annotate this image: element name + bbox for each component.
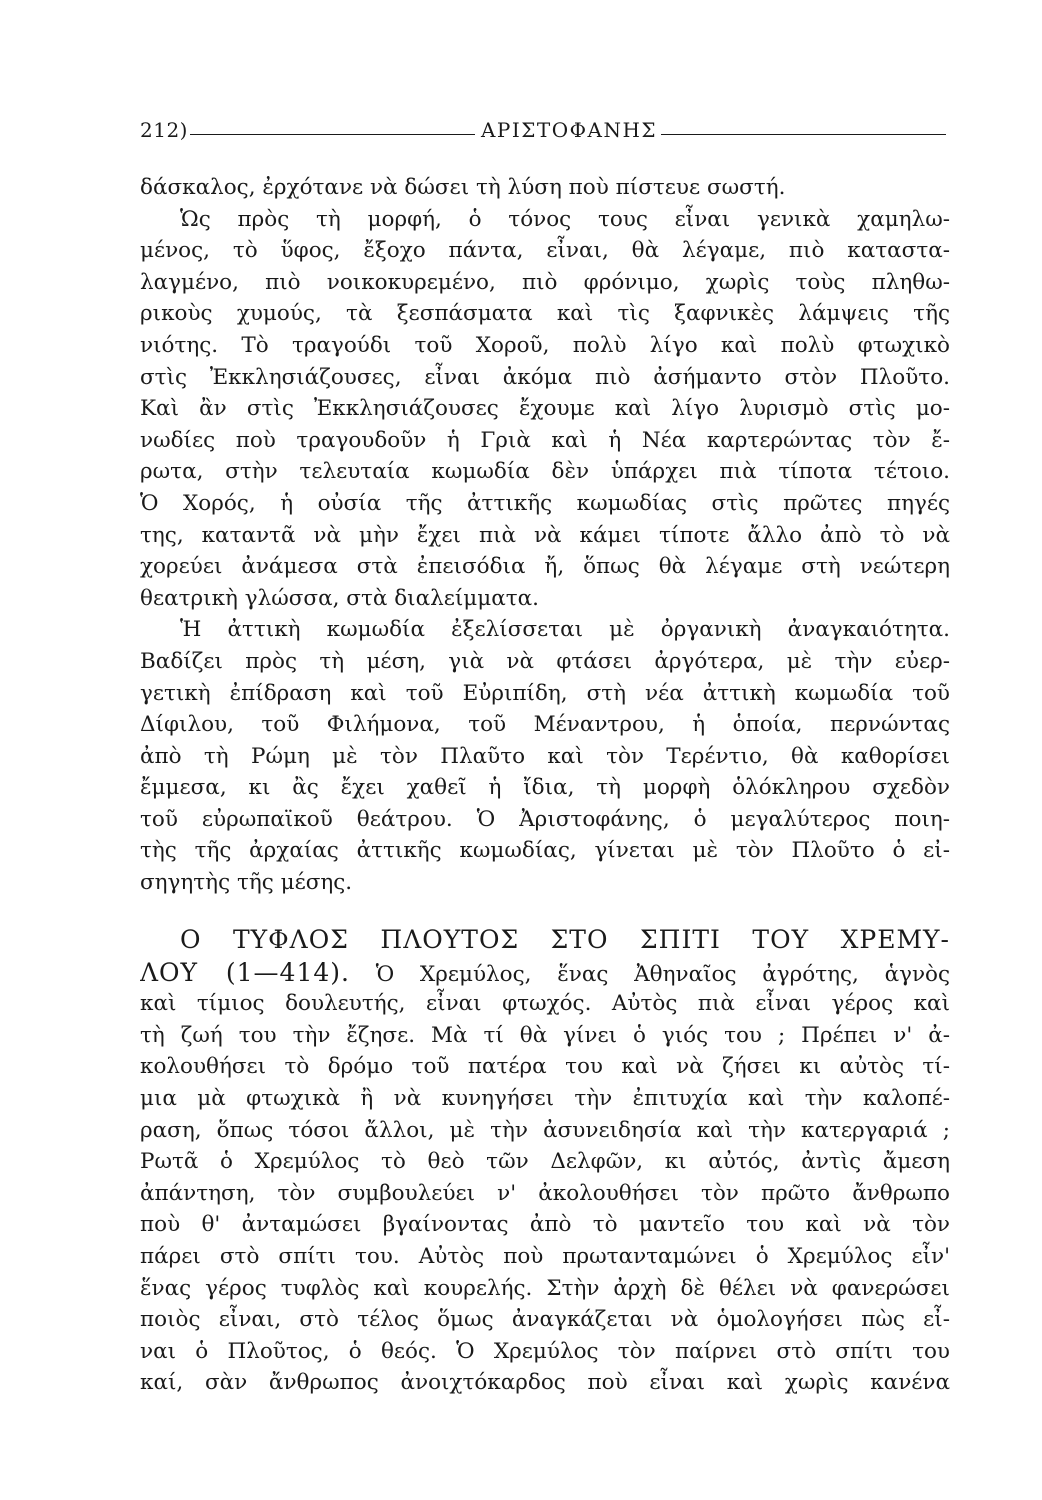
text-line: χορεύει ἀνάμεσα στὰ ἐπεισόδια ἤ, ὅπως θὰ λέγαμε στὴ νεώτερη xyxy=(140,554,950,580)
text-line: ποιὸς εἶναι, στὸ τέλος ὅμως ἀναγκάζεται νὰ ὁμολογήσει πὼς εἶ- xyxy=(140,1307,950,1333)
text-line: πάρει στὸ σπίτι του. Αὐτὸς ποὺ πρωτανταμώνει ὁ Χρεμύλος εἶν' xyxy=(140,1244,950,1269)
text-line: ἔμμεσα, κι ἂς ἔχει χαθεῖ ἡ ἴδια, τὴ μορφὴ ὁλόκληρου σχεδὸν xyxy=(140,775,950,801)
paragraph-form-and-chorus xyxy=(140,204,950,615)
text-line: Ὡς πρὸς τὴ μορφή, ὁ τόνος τους εἶναι γενικὰ χαμηλω- xyxy=(180,206,950,232)
text-line: ἀπὸ τὴ Ρώμη μὲ τὸν Πλαῦτο καὶ τὸν Τερέντιο, θὰ καθορίσει xyxy=(140,743,950,769)
header-rule-left xyxy=(190,134,475,135)
section-blind-ploutos xyxy=(140,923,950,1399)
text-line: Δίφιλου, τοῦ Φιλήμονα, τοῦ Μέναντρου, ἡ ὁποία, περνώντας xyxy=(140,712,950,738)
running-head xyxy=(140,112,946,142)
text-line: καὶ τίμιος δουλευτής, εἶναι φτωχός. Αὐτὸς πιὰ εἶναι γέρος καὶ xyxy=(140,991,950,1017)
paragraph-evolution xyxy=(140,614,950,898)
text-line: Ρωτᾶ ὁ Χρεμύλος τὸ θεὸ τῶν Δελφῶν, κι αὐτός, ἀντὶς ἄμεση xyxy=(140,1149,950,1175)
text-line: ἀπάντηση, τὸν συμβουλεύει ν' ἀκολουθήσει τὸν πρῶτο ἄνθρωπο xyxy=(140,1180,950,1206)
text-line: σηγητὴς τῆς μέσης. xyxy=(140,870,353,896)
text-line: καί, σὰν ἄνθρωπος ἀνοιχτόκαρδος ποὺ εἶναι καὶ χωρὶς κανένα xyxy=(140,1370,950,1396)
section-heading: Ο ΤΥΦΛΟΣ ΠΛΟΥΤΟΣ ΣΤΟ ΣΠΙΤΙ ΤΟΥ ΧΡΕΜΥ- xyxy=(180,924,950,954)
section-gap xyxy=(140,899,950,923)
text-line: Ὁ Χορός, ἡ οὐσία τῆς ἀττικῆς κωμωδίας στὶς πρῶτες πηγές xyxy=(140,490,950,516)
section-heading-tail: ΛΟΥ (1—414). xyxy=(140,957,350,987)
text-line: κολουθήσει τὸ δρόμο τοῦ πατέρα του καὶ νὰ ζήσει κι αὐτὸς τί- xyxy=(140,1054,950,1080)
text-line: ρωτα, στὴν τελευταία κωμωδία δὲν ὑπάρχει πιὰ τίποτα τέτοιο. xyxy=(140,459,950,485)
text-line: λαγμένο, πιὸ νοικοκυρεμένο, πιὸ φρόνιμο, χωρὶς τοὺς πληθω- xyxy=(140,269,950,295)
text-line: ἕνας γέρος τυφλὸς καὶ κουρελής. Στὴν ἀρχὴ δὲ θέλει νὰ φανερώσει xyxy=(140,1275,950,1301)
paragraph-continuation xyxy=(140,172,950,204)
text-line: ποὺ θ' ἀνταμώσει βγαίνοντας ἀπὸ τὸ μαντεῖο του καὶ νὰ τὸν xyxy=(140,1212,950,1238)
section-heading-continuation xyxy=(140,957,950,989)
page-number: 212) xyxy=(140,118,188,142)
text-line: δάσκαλος, ἐρχότανε νὰ δώσει τὴ λύση ποὺ πίστευε σωστή. xyxy=(140,175,786,200)
text-line: μένος, τὸ ὕφος, ἔξοχο πάντα, εἶναι, θὰ λέγαμε, πιὸ καταστα- xyxy=(140,238,950,264)
text-line: Καὶ ἂν στὶς Ἐκκλησιάζουσες ἔχουμε καὶ λίγο λυρισμὸ στὶς μο- xyxy=(140,396,950,422)
text-line: τὴ ζωή του τὴν ἔζησε. Μὰ τί θὰ γίνει ὁ γιός του ; Πρέπει ν' ἀ- xyxy=(140,1022,950,1048)
text-line: ραση, ὅπως τόσοι ἄλλοι, μὲ τὴν ἀσυνειδησία καὶ τὴν κατεργαριά ; xyxy=(140,1117,950,1143)
text-line: τὴς τῆς ἀρχαίας ἀττικῆς κωμωδίας, γίνεται μὲ τὸν Πλοῦτο ὁ εἰ- xyxy=(140,838,950,864)
text-line: νιότης. Τὸ τραγούδι τοῦ Χοροῦ, πολὺ λίγο καὶ πολὺ φτωχικὸ xyxy=(140,332,950,358)
text-line: ρικοὺς χυμούς, τὰ ξεσπάσματα καὶ τὶς ξαφνικὲς λάμψεις τῆς xyxy=(140,301,950,327)
running-title: ΑΡΙΣΤΟΦΑΝΗΣ xyxy=(480,118,658,142)
text-line: μια μὰ φτωχικὰ ἢ νὰ κυνηγήσει τὴν ἐπιτυχία καὶ τὴν καλοπέ- xyxy=(140,1086,950,1112)
text-run: Ὁ Χρεμύλος, ἕνας Ἀθηναῖος ἀγρότης, ἁγνὸς xyxy=(349,961,950,987)
body-text xyxy=(140,172,950,1399)
text-line: τοῦ εὐρωπαϊκοῦ θεάτρου. Ὁ Ἀριστοφάνης, ὁ μεγαλύτερος ποιη- xyxy=(140,806,950,832)
text-line: νωδίες ποὺ τραγουδοῦν ἡ Γριὰ καὶ ἡ Νέα καρτερώντας τὸν ἔ- xyxy=(140,427,950,453)
text-line: Βαδίζει πρὸς τὴ μέση, γιὰ νὰ φτάσει ἀργότερα, μὲ τὴν εὐερ- xyxy=(140,648,950,674)
text-line: γετικὴ ἐπίδραση καὶ τοῦ Εὐριπίδη, στὴ νέα ἀττικὴ κωμωδία τοῦ xyxy=(140,680,950,706)
text-line: της, καταντᾶ νὰ μὴν ἔχει πιὰ νὰ κάμει τίποτε ἄλλο ἀπὸ τὸ νὰ xyxy=(140,522,950,548)
text-line: Ἡ ἀττικὴ κωμωδία ἐξελίσσεται μὲ ὀργανικὴ ἀναγκαιότητα. xyxy=(180,617,950,643)
header-rule-right xyxy=(661,134,946,135)
text-line: στὶς Ἐκκλησιάζουσες, εἶναι ἀκόμα πιὸ ἀσήμαντο στὸν Πλοῦτο. xyxy=(140,364,950,390)
text-line: θεατρικὴ γλώσσα, στὰ διαλείμματα. xyxy=(140,585,539,611)
text-line: ναι ὁ Πλοῦτος, ὁ θεός. Ὁ Χρεμύλος τὸν παίρνει στὸ σπίτι του xyxy=(140,1338,950,1364)
